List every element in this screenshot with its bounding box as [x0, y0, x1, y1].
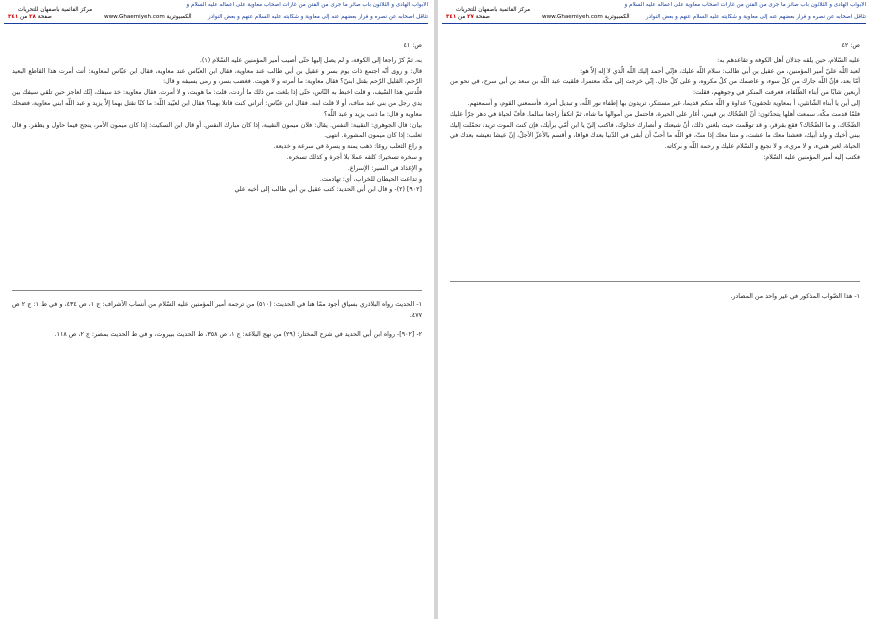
header-rule — [442, 23, 866, 24]
header-title-line1: الأبواب الهادى و الثلاثون باب صائر ما جرى من الفتن من غارات أصحاب معاوية على أعماله عليه السلام و — [624, 2, 866, 8]
paragraph: قلّدتني هذا السّيف، و قلت اخبط به النّاس، حتّى إذا بلغت من ذلك ما أردت، قلت: ما هويت، و لا أمرت. فقال معاوية: خذ سيفك، إنّك لعاجز حين تلقي سيفك بين يدي رجل من بني عبد مناف، أو لا قلت ابنه. فقال ابن عبّاس: أتراني كنت قاتلا بهما؟ فقال ابن لعيّيد اللّه: ما كنّا نقتل بهما إلاّ يزيد و عبد اللّه ابني معاوية، فضحك معاوية و قال: ما ذنب يزيد و عبد اللّه؟ — [12, 89, 422, 118]
paragraph: بيان: قال الجوهري: النقيبة: النفس. يقال: فلان ميمون النقيبة، إذا كان مبارك النفس. أو قال ابن السكيت: إذا كان ميمون الأمر، ينجح فيما حاول و يظفر. و قال ثعلب: إذا كان ميمون المشورة. انتهى. — [12, 121, 422, 140]
page-total: ٣٤١ — [8, 14, 19, 20]
site-label: الكمبيوترية — [166, 14, 192, 20]
footnote-separator — [450, 281, 860, 282]
header-rule — [4, 23, 428, 24]
page-no: ص: ٤١ — [403, 42, 422, 49]
left-page — [0, 0, 434, 619]
paragraph: إلى أين يا أبناء الشّانئين، أ بمعاوية تلحقون؟ عداوة و اللّه منكم قديما، غير مستنكر، تريدون بها إطفاء نور اللّه، و تبديل أمره. فأسمعني القوم، و أسمعتهم. — [467, 99, 860, 107]
header-title-line2: تثاقل أصحابه عن نصره و فرار بعضهم عنه إلى معاوية و شكايته عليه السلام عنهم و بعض النوادر — [645, 14, 866, 20]
site-url[interactable]: www.Ghaemiyeh.com — [104, 14, 165, 20]
paragraph: عليه السّلام، حين يلقه جذلان أهل الكوفة و تقاعدهم به: — [717, 56, 860, 64]
page-no: ص: ٤٢ — [841, 42, 860, 49]
footnote: ١- هذا الصّواب المذكور في غير واحد من المصادر. — [730, 293, 860, 300]
footnote-separator — [12, 290, 422, 291]
header-title-line2: تثاقل أصحابه عن نصره و فرار بعضهم عنه إلى معاوية و شكايته عليه السلام عنهم و بعض النوادر — [207, 14, 428, 20]
page-body — [12, 41, 422, 196]
page-label: صفحة — [37, 14, 52, 20]
paragraph: و راغ الثعلب روغا: ذهب يمنة و يسرة في سرعة و خديعة. — [273, 143, 422, 151]
page-total: ٣٤١ — [446, 14, 457, 20]
page-of: من — [20, 14, 28, 20]
paragraph: [٩٠٢] (٢)- و قال ابن أبي الحديد: كتب عقيل بن أبي طالب إلى أخيه علي — [234, 186, 422, 194]
paragraph: فكتب إليه أمير المؤمنين عليه السّلام: — [763, 153, 860, 161]
page-body — [450, 41, 860, 164]
right-page — [438, 0, 872, 619]
header-title-line1: الأبواب الهادى و الثلاثون باب صائر ما جرى من الفتن من غارات أصحاب معاوية على أعماله عليه السلام و — [186, 2, 428, 8]
page-header — [442, 2, 866, 24]
paragraph: و سخره تسخيرا: كلفه عملا بلا أجرة و كذلك تسخره. — [286, 153, 422, 161]
paragraph: قال: و روى أنّه اجتمع ذات يوم بسر و عقيل بن أبي طالب عند معاوية، فقال ابن العبّاس عند معاوية، فقال ابن عبّاس لمعاوية: أتت أمرت هذا القاطع البعيد الرّحم، القليل الرّحم بقتل ابنيّ؟ فقال معاوية: ما أمرته و لا هويت. فغضب بسر، و رمى بسيفه و قال: — [12, 67, 422, 86]
site-url[interactable]: www.Ghaemiyeh.com — [542, 14, 603, 20]
paragraph: به، ثمّ كرّ راجعا إلى الكوفة، و لم يصل إليها حتّى أصيب أمير المؤمنين عليه السّلام (١). — [199, 56, 422, 64]
header-site — [542, 14, 630, 21]
paragraph: و الإغذاذ في السير: الإسراع. — [347, 164, 422, 172]
header-center-name: مركز القائمية باصفهان للتحريات — [456, 7, 531, 13]
page-number: ٢٧ — [467, 14, 474, 20]
footnotes — [450, 292, 860, 311]
page-indicator — [446, 14, 490, 21]
page-number: ٢٨ — [29, 14, 36, 20]
page-indicator — [8, 14, 52, 21]
paragraph: و تداعت الحيطان للخراب، أي: تهادمت. — [319, 175, 422, 183]
paragraph: أمّا بعد، فإنّ اللّه جارك من كلّ سوء، و عاصمك من كلّ مكروه، و على كلّ حال. إنّي خرجت إلى مكّة معتمرا، فلقيت عبد اللّه بن سعد بن أبي سرح، في نحو من أربعين شابّا من أبناء الطّلقاء، فعرفت المنكر في وجوههم، فقلت: — [450, 78, 860, 97]
page-of: من — [458, 14, 466, 20]
footnotes — [12, 300, 422, 348]
page-label: صفحة — [475, 14, 490, 20]
header-site — [104, 14, 192, 21]
paragraph: لعبد اللّه عليّ أمير المؤمنين، من عقيل بن أبي طالب: سلام اللّه عليك، فإنّي أحمد إليك اللّه الّذي لا إله إلاّ هو: — [580, 67, 860, 75]
site-label: الكمبيوترية — [604, 14, 630, 20]
header-center-name: مركز القائمية باصفهان للتحريات — [18, 7, 93, 13]
page-header — [4, 2, 428, 24]
footnote: ٢- [٩٠٢]- رواه ابن أبي الحديد في شرح المختار: (٢٩) من نهج البلاغة: ج ١، ص ٣٥٨، ط الحديث ببيروت، و في ط الحديث بمصر: ج ٢، ص ١١٨. — [54, 330, 422, 338]
paragraph: فلمّا قدمت مكّة، سمعت أهلها يتحدّثون: أنّ الضّحّاك بن قيس، أغار على الحيرة، فاحتمل من أموالها ما شاء، ثمّ انكفأ راجعا سالما. فأفّ لحياة في دهر جرّأ عليك الضّحّاك، و ما الضّحّاك؟ فقع بقرقر، و قد توهّمت حيث بلغني ذلك، أنّ شيعتك و أنصارك خذلوك، فاكتب إليّ يا ابن أمّي برأيك، فإن كنت الموت تريد، تحمّلت إليك ببني أخيك و ولد أبيك، فعشنا معك ما عشت، و متنا معك إذا متّ، فو اللّه ما أحبّ أن أبقى في الدّنيا بعدك فواقا، و أقسم بالأعزّ الأجلّ، إنّ عيشا نعيشه بعدك في الحياة، لغير هنيء، و لا مريء، و لا نجيع و السّلام عليك و رحمة اللّه و بركاته. — [450, 110, 860, 151]
footnote: ١- الحديث رواه البلاذري بسياق أجود ممّا هنا في الحديث: (٥١٠) من ترجمة أمير المؤمنين عليه السّلام من أنساب الأشراف: ج ١، ص ٤٣٤، و في ط ١: ج ٢ ص ٤٧٧. — [12, 301, 422, 319]
